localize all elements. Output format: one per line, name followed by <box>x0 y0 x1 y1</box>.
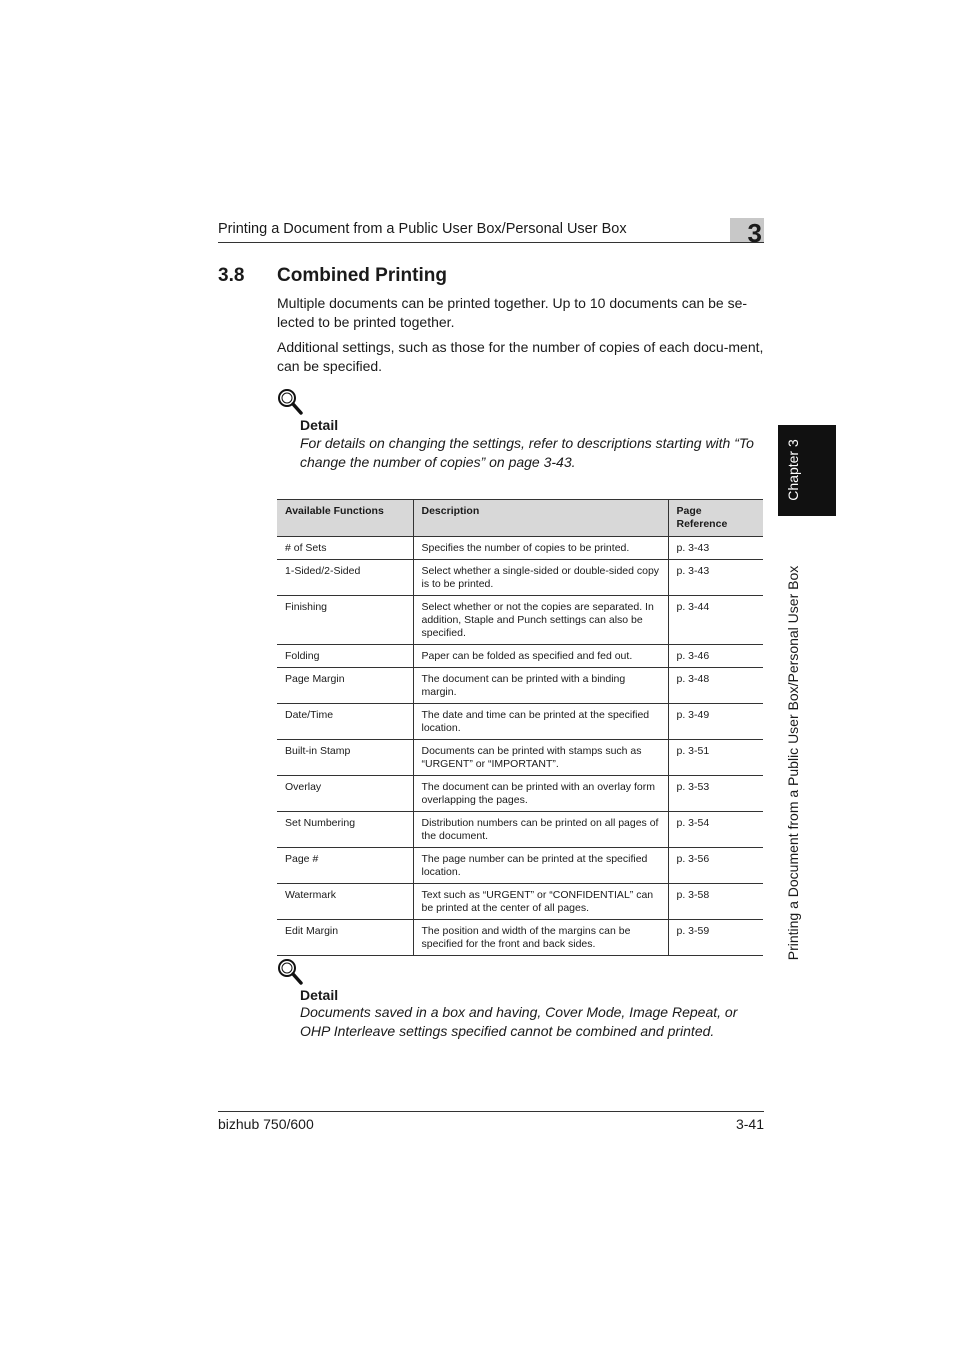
footer-model: bizhub 750/600 <box>218 1116 314 1132</box>
table-row <box>277 740 763 776</box>
cell-page-ref: p. 3-53 <box>668 776 763 812</box>
table-header-row <box>277 500 763 537</box>
cell-description: Distribution numbers can be printed on all pages of the document. <box>413 812 668 848</box>
cell-page-ref: p. 3-48 <box>668 668 763 704</box>
cell-function: Built-in Stamp <box>277 740 413 776</box>
cell-page-ref: p. 3-43 <box>668 560 763 596</box>
table-row <box>277 560 763 596</box>
table-row <box>277 596 763 645</box>
detail-text-2: Documents saved in a box and having, Cover Mode, Image Repeat, or OHP Interleave settings specified cannot be combined and printed. <box>300 1004 738 1039</box>
header-description: Description <box>413 500 668 537</box>
cell-function: Overlay <box>277 776 413 812</box>
cell-description: Select whether a single-sided or double-sided copy is to be printed. <box>413 560 668 596</box>
cell-description: The document can be printed with a binding margin. <box>413 668 668 704</box>
cell-page-ref: p. 3-58 <box>668 884 763 920</box>
table-row <box>277 884 763 920</box>
cell-description: The document can be printed with an overlay form overlapping the pages. <box>413 776 668 812</box>
cell-function: Edit Margin <box>277 920 413 956</box>
intro-paragraph-1: Multiple documents can be printed together. Up to 10 documents can be se-lected to be printed together. <box>277 295 748 330</box>
chapter-number-box: 3 <box>730 218 764 242</box>
header-page-reference: Page Reference <box>668 500 763 537</box>
table-row <box>277 812 763 848</box>
cell-function: Page # <box>277 848 413 884</box>
detail-label-2: Detail <box>300 987 339 1003</box>
header-available-functions: Available Functions <box>277 500 413 537</box>
cell-description: Paper can be folded as specified and fed out. <box>413 645 668 668</box>
side-running-title-text: Printing a Document from a Public User Box/Personal User Box <box>785 565 801 961</box>
section-title: Combined Printing <box>277 265 447 286</box>
cell-function: Page Margin <box>277 668 413 704</box>
detail-label-1: Detail <box>300 417 339 433</box>
section-number: 3.8 <box>218 265 245 286</box>
cell-page-ref: p. 3-44 <box>668 596 763 645</box>
cell-description: Documents can be printed with stamps such as “URGENT” or “IMPORTANT”. <box>413 740 668 776</box>
chapter-side-tab-text: Chapter 3 <box>785 439 801 501</box>
cell-function: Finishing <box>277 596 413 645</box>
magnifier-icon <box>277 958 303 986</box>
cell-page-ref: p. 3-49 <box>668 704 763 740</box>
cell-function: 1-Sided/2-Sided <box>277 560 413 596</box>
cell-description: The date and time can be printed at the specified location. <box>413 704 668 740</box>
cell-description: Specifies the number of copies to be printed. <box>413 537 668 560</box>
cell-function: # of Sets <box>277 537 413 560</box>
cell-page-ref: p. 3-46 <box>668 645 763 668</box>
table-row <box>277 920 763 956</box>
cell-function: Date/Time <box>277 704 413 740</box>
cell-function: Set Numbering <box>277 812 413 848</box>
section-heading <box>218 264 447 288</box>
cell-description: Select whether or not the copies are separated. In addition, Staple and Punch settings can also be specified. <box>413 596 668 645</box>
magnifier-icon <box>277 388 303 416</box>
cell-description: The position and width of the margins can be specified for the front and back sides. <box>413 920 668 956</box>
cell-function: Watermark <box>277 884 413 920</box>
functions-table <box>277 499 763 956</box>
cell-description: The page number can be printed at the specified location. <box>413 848 668 884</box>
cell-description: Text such as “URGENT” or “CONFIDENTIAL” can be printed at the center of all pages. <box>413 884 668 920</box>
table-row <box>277 668 763 704</box>
cell-function: Folding <box>277 645 413 668</box>
table-row <box>277 776 763 812</box>
table-row <box>277 704 763 740</box>
intro-paragraph-2: Additional settings, such as those for the number of copies of each docu-ment, can be specified. <box>277 339 764 374</box>
cell-page-ref: p. 3-51 <box>668 740 763 776</box>
header-rule <box>218 242 764 243</box>
footer-page-number: 3-41 <box>735 1116 764 1132</box>
table-row <box>277 645 763 668</box>
cell-page-ref: p. 3-43 <box>668 537 763 560</box>
footer-rule <box>218 1111 764 1112</box>
cell-page-ref: p. 3-56 <box>668 848 763 884</box>
cell-page-ref: p. 3-59 <box>668 920 763 956</box>
detail-text-1: For details on changing the settings, refer to descriptions starting with “To change the number of copies” on page 3-43. <box>300 435 754 470</box>
running-header-title: Printing a Document from a Public User Box/Personal User Box <box>218 221 627 237</box>
table-row <box>277 848 763 884</box>
table-row <box>277 537 763 560</box>
cell-page-ref: p. 3-54 <box>668 812 763 848</box>
